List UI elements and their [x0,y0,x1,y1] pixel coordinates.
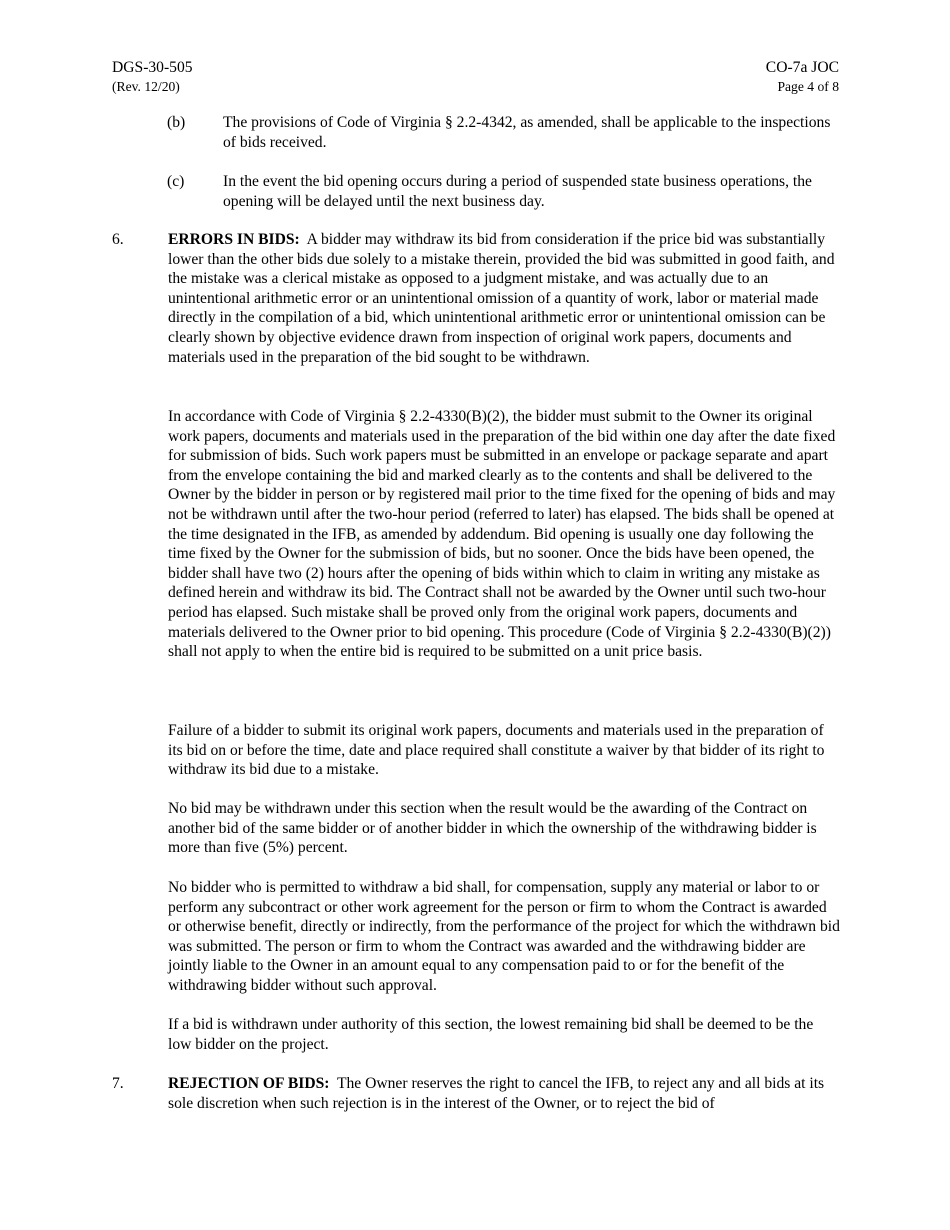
section-body [168,230,840,367]
sub-item-b [167,113,847,152]
section-6 [112,230,852,367]
revision-date: (Rev. 12/20) [112,78,180,94]
sub-item-text: The provisions of Code of Virginia § 2.2-4342, as amended, shall be applicable to the inspections of bids received. [223,114,831,151]
page-header [112,58,839,98]
section-heading: ERRORS IN BIDS: [168,231,300,248]
section-text: A bidder may withdraw its bid from consideration if the price bid was substantially lower than the other bids due solely to a mistake therein, provided the bid was submitted in good faith, and the mistake was a clerical mistake as opposed to a judgment mistake, and was actually due to an unintentional arithmetic error or an unintentional omission of a quantity of work, labor or material made directly in the compilation of a bid, which unintentional arithmetic error or unintentional omission can be clearly shown by objective evidence drawn from inspection of original work papers, documents and materials used in the preparation of the bid sought to be withdrawn. [168,231,835,366]
paragraph-ownership: No bid may be withdrawn under this section when the result would be the awarding of the Contract on another bid of the same bidder or of another bidder in which the ownership of the withdrawing bidder is more than five (5%) percent. [168,800,817,857]
header-right [766,58,839,96]
paragraph-lowest-bid: If a bid is withdrawn under authority of this section, the lowest remaining bid shall be deemed to be the low bidder on the project. [168,1016,814,1053]
paragraph-compensation: No bidder who is permitted to withdraw a bid shall, for compensation, supply any material or labor to or perform any subcontract or other work agreement for the person or firm to whom the Contract is awarded or otherwise benefit, directly or indirectly, from the performance of the project for which the withdrawn bid was submitted. The person or firm to whom the Contract was awarded and the withdrawing bidder are jointly liable to the Owner in an amount equal to any compensation paid to or for the benefit of the withdrawing bidder without such approval. [168,879,840,994]
sub-item-text: In the event the bid opening occurs during a period of suspended state business operations, the opening will be delayed until the next business day. [223,173,812,210]
paragraph-waiver: Failure of a bidder to submit its original work papers, documents and materials used in the preparation of its bid on or before the time, date and place required shall constitute a waiver by that bidder of its right to withdraw its bid due to a mistake. [168,722,825,779]
sub-item-c [167,172,847,211]
section-7 [112,1074,852,1113]
section-number: 7. [112,1075,124,1092]
form-number: DGS-30-505 [112,59,193,76]
paragraph-procedure: In accordance with Code of Virginia § 2.2-4330(B)(2), the bidder must submit to the Owner its original work papers, documents and materials used in the preparation of the bid within one day after the date fixed for submission of bids. Such work papers must be submitted in an envelope or package separate and apart from the envelope containing the bid and marked clearly as to the contents and shall be delivered to the Owner by the bidder in person or by registered mail prior to the time fixed for the opening of bids and may not be withdrawn until after the two-hour period (referred to later) has elapsed. The bids shall be opened at the time designated in the IFB, as amended by addendum. Bid opening is usually one day following the time fixed by the Owner for the submission of bids, but no sooner. Once the bids have been opened, the bidder shall have two (2) hours after the opening of bids within which to claim in writing any mistake as defined herein and withdraw its bid. The Contract shall not be awarded by the Owner until such two-hour period has elapsed. Such mistake shall be proved only from the original work papers, documents and materials delivered to the Owner prior to bid opening. This procedure (Code of Virginia § 2.2-4330(B)(2)) shall not apply to when the entire bid is required to be submitted on a unit price basis. [168,408,836,661]
document-code: CO-7a JOC [765,59,839,76]
sub-item-label: (c) [167,173,185,190]
section-number: 6. [112,231,124,248]
section-body [168,1074,840,1113]
section-heading: REJECTION OF BIDS: [168,1075,330,1092]
section-text: The Owner reserves the right to cancel the IFB, to reject any and all bids at its sole discretion when such rejection is in the interest of the Owner, or to reject the bid of [168,1075,825,1112]
sub-item-label: (b) [167,114,186,131]
page-number: Page 4 of 8 [777,78,839,94]
header-left [112,58,193,96]
